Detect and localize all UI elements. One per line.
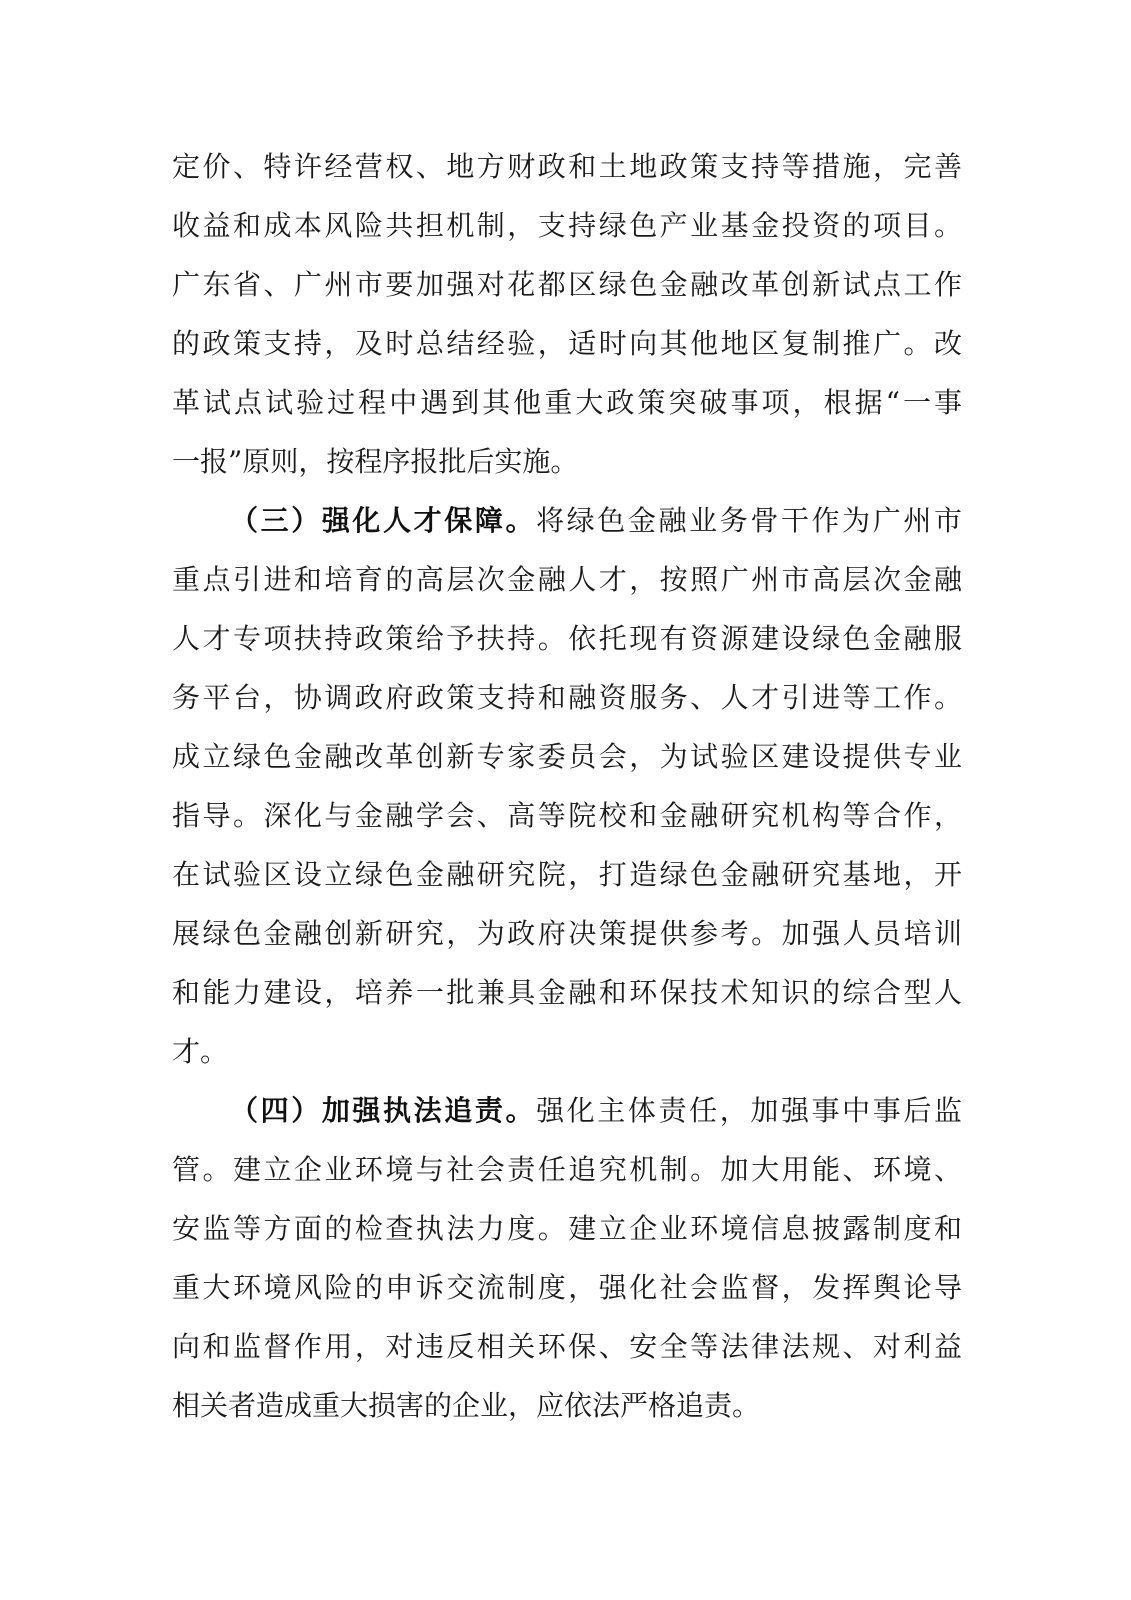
text-line: 务平台，协调政府政策支持和融资服务、人才引进等工作。 [172, 681, 962, 714]
text-line: 才。 [172, 1035, 229, 1068]
text-line: 在试验区设立绿色金融研究院，打造绿色金融研究基地，开 [172, 858, 962, 891]
text-line: 革试点试验过程中遇到其他重大政策突破事项，根据“一事 [172, 386, 962, 419]
text-line: 一报”原则，按程序报批后实施。 [172, 445, 579, 478]
text-line: 的政策支持，及时总结经验，适时向其他地区复制推广。改 [172, 327, 962, 360]
section-heading-enforcement: （四）加强执法追责。 [230, 1094, 537, 1127]
text-line [172, 1081, 962, 1140]
text-line: 安监等方面的检查执法力度。建立企业环境信息披露制度和 [172, 1212, 962, 1245]
body-text [172, 137, 962, 1435]
text-line: 管。建立企业环境与社会责任追究机制。加大用能、环境、 [172, 1153, 962, 1186]
paragraph-law-enforcement [172, 1081, 962, 1435]
text-line: 重点引进和培育的高层次金融人才，按照广州市高层次金融 [172, 563, 962, 596]
text-line: 和能力建设，培养一批兼具金融和环保技术知识的综合型人 [172, 976, 962, 1009]
text-span: 将绿色金融业务骨干作为广州市 [536, 504, 962, 537]
text-line [172, 491, 962, 550]
text-line: 展绿色金融创新研究，为政府决策提供参考。加强人员培训 [172, 917, 962, 950]
text-line: 向和监督作用，对违反相关环保、安全等法律法规、对利益 [172, 1330, 962, 1363]
text-line: 相关者造成重大损害的企业，应依法严格追责。 [172, 1389, 761, 1422]
text-line: 人才专项扶持政策给予扶持。依托现有资源建设绿色金融服 [172, 622, 962, 655]
text-span: 强化主体责任，加强事中事后监 [536, 1094, 962, 1127]
text-line: 重大环境风险的申诉交流制度，强化社会监督，发挥舆论导 [172, 1271, 962, 1304]
text-line: 指导。深化与金融学会、高等院校和金融研究机构等合作， [172, 799, 962, 832]
paragraph-pricing-policy [172, 137, 962, 491]
text-line: 收益和成本风险共担机制，支持绿色产业基金投资的项目。 [172, 209, 962, 242]
text-line: 定价、特许经营权、地方财政和土地政策支持等措施，完善 [172, 150, 962, 183]
section-heading-talent: （三）强化人才保障。 [230, 504, 537, 537]
text-line: 成立绿色金融改革创新专家委员会，为试验区建设提供专业 [172, 740, 962, 773]
text-line: 广东省、广州市要加强对花都区绿色金融改革创新试点工作 [172, 268, 962, 301]
paragraph-talent-guarantee [172, 491, 962, 1081]
